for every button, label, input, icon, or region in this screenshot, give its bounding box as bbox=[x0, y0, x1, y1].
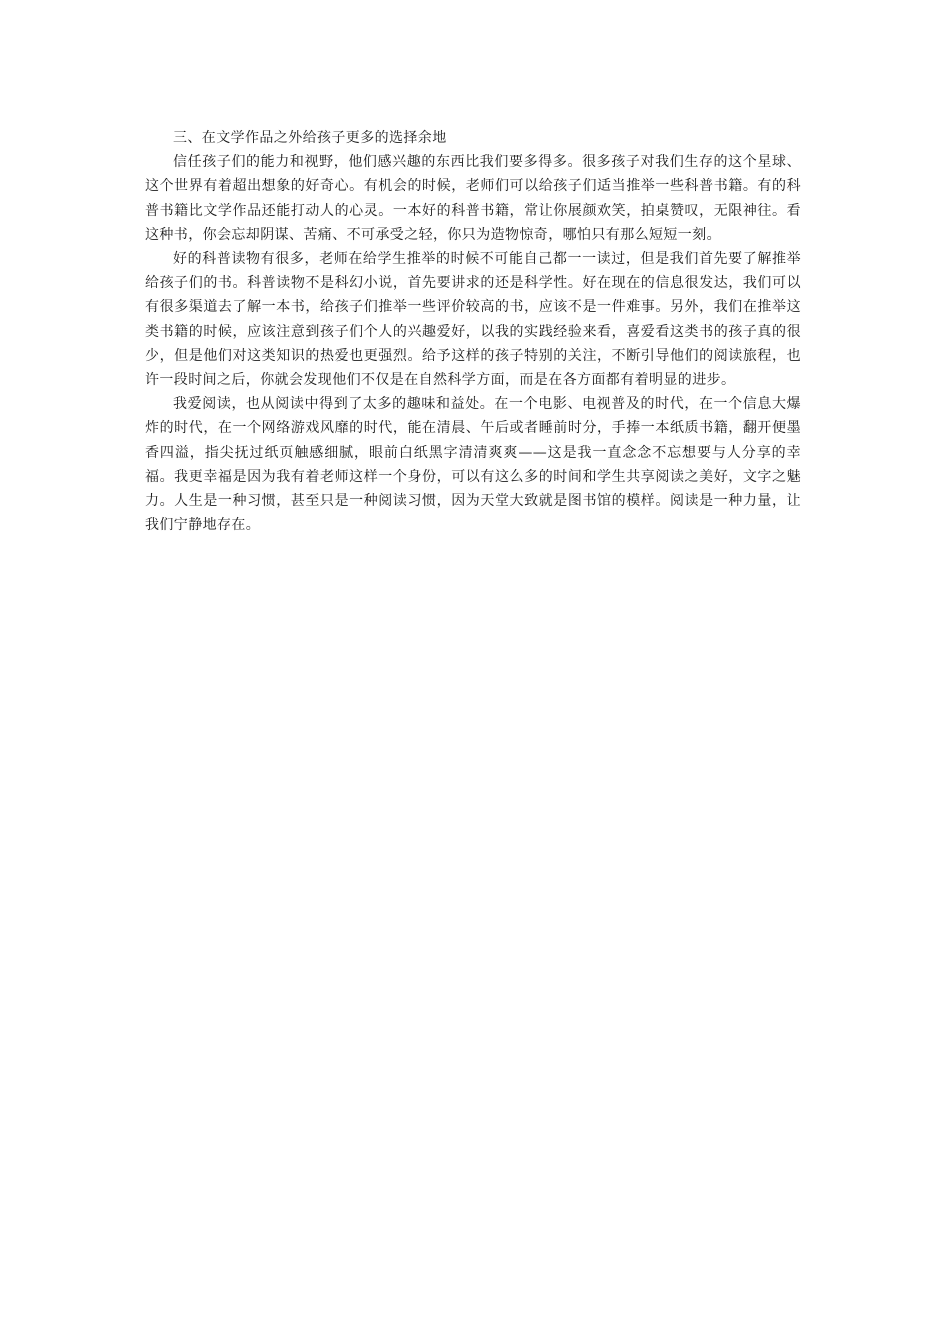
paragraph-3: 我爱阅读，也从阅读中得到了太多的趣味和益处。在一个电影、电视普及的时代，在一个信息大爆炸的时代，在一个网络游戏风靡的时代，能在清晨、午后或者睡前时分，手捧一本纸质书籍，翻开便墨香四溢，指尖抚过纸页触感细腻，眼前白纸黑字清清爽爽——这是我一直念念不忘想要与人分享的幸福。我更幸福是因为我有着老师这样一个身份，可以有这么多的时间和学生共享阅读之美好，文字之魅力。人生是一种习惯，甚至只是一种阅读习惯，因为天堂大致就是图书馆的模样。阅读是一种力量，让我们宁静地存在。 bbox=[145, 396, 801, 534]
section-heading: 三、在文学作品之外给孩子更多的选择余地 bbox=[173, 130, 447, 146]
document-body bbox=[145, 126, 801, 537]
paragraph-2: 好的科普读物有很多，老师在给学生推举的时候不可能自己都一一读过，但是我们首先要了解推举给孩子们的书。科普读物不是科幻小说，首先要讲求的还是科学性。好在现在的信息很发达，我们可以有很多渠道去了解一本书，给孩子们推举一些评价较高的书，应该不是一件难事。另外，我们在推举这类书籍的时候，应该注意到孩子们个人的兴趣爱好，以我的实践经验来看，喜爱看这类书的孩子真的很少，但是他们对这类知识的热爱也更强烈。给予这样的孩子特别的关注，不断引导他们的阅读旅程，也许一段时间之后，你就会发现他们不仅是在自然科学方面，而是在各方面都有着明显的进步。 bbox=[145, 251, 801, 389]
paragraph-1: 信任孩子们的能力和视野，他们感兴趣的东西比我们要多得多。很多孩子对我们生存的这个星球、这个世界有着超出想象的好奇心。有机会的时候，老师们可以给孩子们适当推举一些科普书籍。有的科普书籍比文学作品还能打动人的心灵。一本好的科普书籍，常让你展颜欢笑，拍桌赞叹，无限神往。看这种书，你会忘却阴谋、苦痛、不可承受之轻，你只为造物惊奇，哪怕只有那么短短一刻。 bbox=[145, 154, 801, 243]
